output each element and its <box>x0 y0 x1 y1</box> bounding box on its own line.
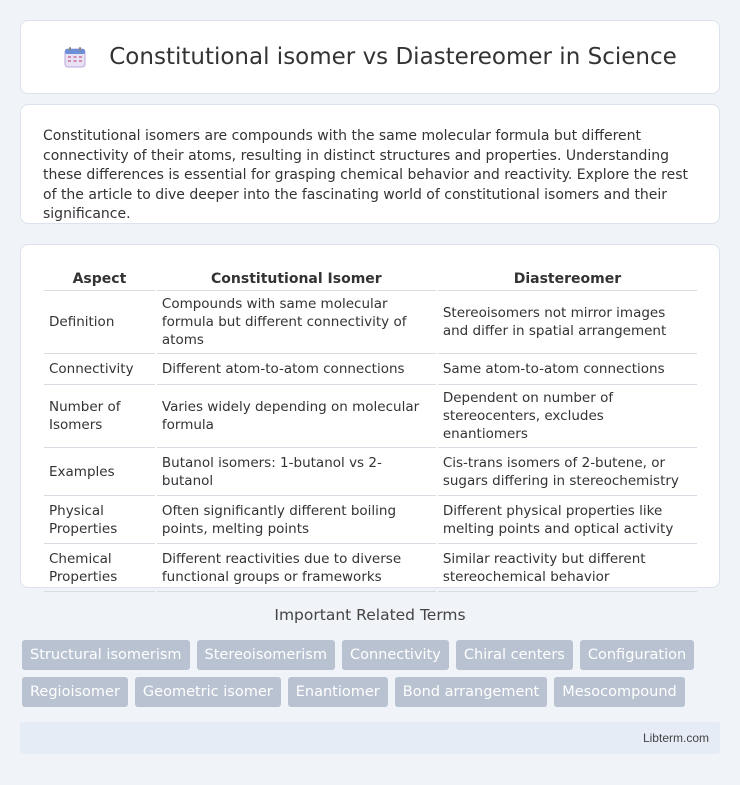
tag-connectivity[interactable]: Connectivity <box>342 640 449 670</box>
table-row <box>44 544 697 592</box>
related-tags <box>22 640 722 714</box>
tag-chiral-centers[interactable]: Chiral centers <box>456 640 573 670</box>
cell-diastereomer: Cis-trans isomers of 2-butene, or sugars differing in stereochemistry <box>438 448 697 496</box>
footer <box>20 722 720 754</box>
header-aspect: Aspect <box>44 265 155 291</box>
cell-aspect: Number of Isomers <box>44 385 155 448</box>
tag-mesocompound[interactable]: Mesocompound <box>554 677 685 707</box>
table-row <box>44 448 697 496</box>
footer-site-link[interactable]: Libterm.com <box>642 731 709 745</box>
table-row <box>44 354 697 385</box>
cell-constitutional: Butanol isomers: 1-butanol vs 2-butanol <box>157 448 436 496</box>
intro-card <box>20 104 720 224</box>
cell-aspect: Physical Properties <box>44 496 155 544</box>
comparison-table <box>42 265 699 592</box>
cell-constitutional: Compounds with same molecular formula but different connectivity of atoms <box>157 291 436 354</box>
cell-aspect: Connectivity <box>44 354 155 385</box>
cell-aspect: Chemical Properties <box>44 544 155 592</box>
related-terms-title: Important Related Terms <box>274 606 466 624</box>
tag-configuration[interactable]: Configuration <box>580 640 694 670</box>
table-header-row <box>44 265 697 291</box>
cell-constitutional: Often significantly different boiling points, melting points <box>157 496 436 544</box>
related-terms-section <box>20 606 720 624</box>
header-diastereomer: Diastereomer <box>438 265 697 291</box>
tag-bond-arrangement[interactable]: Bond arrangement <box>395 677 548 707</box>
table-row <box>44 385 697 448</box>
comparison-card <box>20 244 720 588</box>
table-row <box>44 496 697 544</box>
cell-diastereomer: Same atom-to-atom connections <box>438 354 697 385</box>
tag-row <box>22 640 722 670</box>
cell-aspect: Definition <box>44 291 155 354</box>
intro-paragraph: Constitutional isomers are compounds with the same molecular formula but different connectivity of their atoms, resulting in distinct structures and properties. Understanding these differences is essential for grasping chemical behavior and reactivity. Explore the rest of the article to dive deeper into the fascinating world of constitutional isomers and their significance. <box>43 128 689 222</box>
cell-constitutional: Different atom-to-atom connections <box>157 354 436 385</box>
tag-stereoisomerism[interactable]: Stereoisomerism <box>197 640 335 670</box>
cell-diastereomer: Dependent on number of stereocenters, excludes enantiomers <box>438 385 697 448</box>
cell-constitutional: Varies widely depending on molecular formula <box>157 385 436 448</box>
calendar-icon <box>63 45 87 69</box>
cell-diastereomer: Different physical properties like melting points and optical activity <box>438 496 697 544</box>
cell-constitutional: Different reactivities due to diverse functional groups or frameworks <box>157 544 436 592</box>
table-row <box>44 291 697 354</box>
tag-row <box>22 677 722 707</box>
tag-geometric-isomer[interactable]: Geometric isomer <box>135 677 281 707</box>
cell-aspect: Examples <box>44 448 155 496</box>
header-card <box>20 20 720 94</box>
tag-enantiomer[interactable]: Enantiomer <box>288 677 388 707</box>
header-constitutional-isomer: Constitutional Isomer <box>157 265 436 291</box>
cell-diastereomer: Stereoisomers not mirror images and differ in spatial arrangement <box>438 291 697 354</box>
cell-diastereomer: Similar reactivity but different stereochemical behavior <box>438 544 697 592</box>
tag-structural-isomerism[interactable]: Structural isomerism <box>22 640 190 670</box>
page-title: Constitutional isomer vs Diastereomer in Science <box>109 44 677 70</box>
tag-regioisomer[interactable]: Regioisomer <box>22 677 128 707</box>
